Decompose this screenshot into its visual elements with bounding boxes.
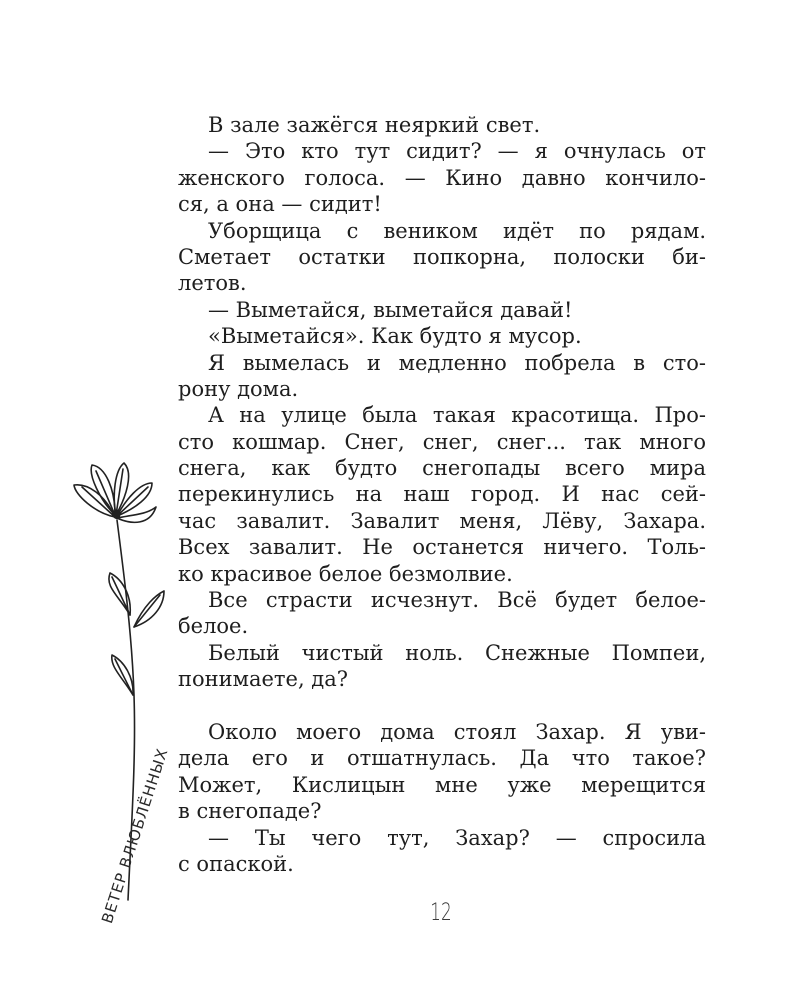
text-line: женского голоса. — Кино давно кончило- (178, 165, 706, 190)
text-line: В зале зажёгся неяркий свет. (208, 113, 541, 137)
body-text (178, 112, 706, 877)
text-line: час завалит. Завалит меня, Лёву, Захара. (178, 508, 706, 533)
text-line: Белый чистый ноль. Снежные Помпеи, (208, 640, 706, 665)
text-line: — Выметайся, выметайся давай! (208, 297, 573, 322)
blank-line (178, 693, 706, 719)
running-title: ВЕТЕР ВЛЮБЛЁННЫХ (98, 745, 172, 926)
text-line: — Это кто тут сидит? — я очнулась от (208, 139, 706, 164)
text-line: летов. (178, 271, 247, 296)
text-line: — Ты чего тут, Захар? — спросила (208, 825, 706, 850)
text-line: Сметает остатки попкорна, полоски би- (178, 244, 706, 269)
text-line: рону дома. (178, 376, 299, 401)
text-line: в снегопаде? (178, 799, 322, 824)
petal (117, 507, 156, 522)
text-line: дела его и отшатнулась. Да что такое? (178, 746, 706, 771)
text-line: Я вымелась и медленно побрела в сто- (208, 350, 706, 375)
text-line: ко красивое белое безмолвие. (178, 561, 513, 586)
text-line: снега, как будто снегопады всего мира (178, 456, 706, 481)
text-line: А на улице была такая красотища. Про- (208, 403, 706, 428)
text-line: ся, а она — сидит! (178, 192, 382, 217)
text-line: сто кошмар. Снег, снег, снег... так много (178, 429, 706, 454)
text-line: перекинулись на наш город. И нас сей- (178, 482, 706, 507)
text-line: Может, Кислицын мне уже мерещится (178, 772, 706, 797)
text-line: Все страсти исчезнут. Всё будет белое- (208, 588, 706, 613)
text-line: белое. (178, 614, 249, 639)
flower-illustration (60, 455, 170, 905)
text-line: Всех завалит. Не останется ничего. Толь- (178, 535, 706, 560)
text-line: Около моего дома стоял Захар. Я уви- (208, 719, 706, 744)
page-number: 12 (430, 898, 452, 926)
text-line: Уборщица с веником идёт по рядам. (208, 218, 706, 243)
text-line: с опаской. (178, 851, 294, 876)
text-line: «Выметайся». Как будто я мусор. (208, 324, 582, 349)
text-line: понимаете, да? (178, 667, 349, 692)
